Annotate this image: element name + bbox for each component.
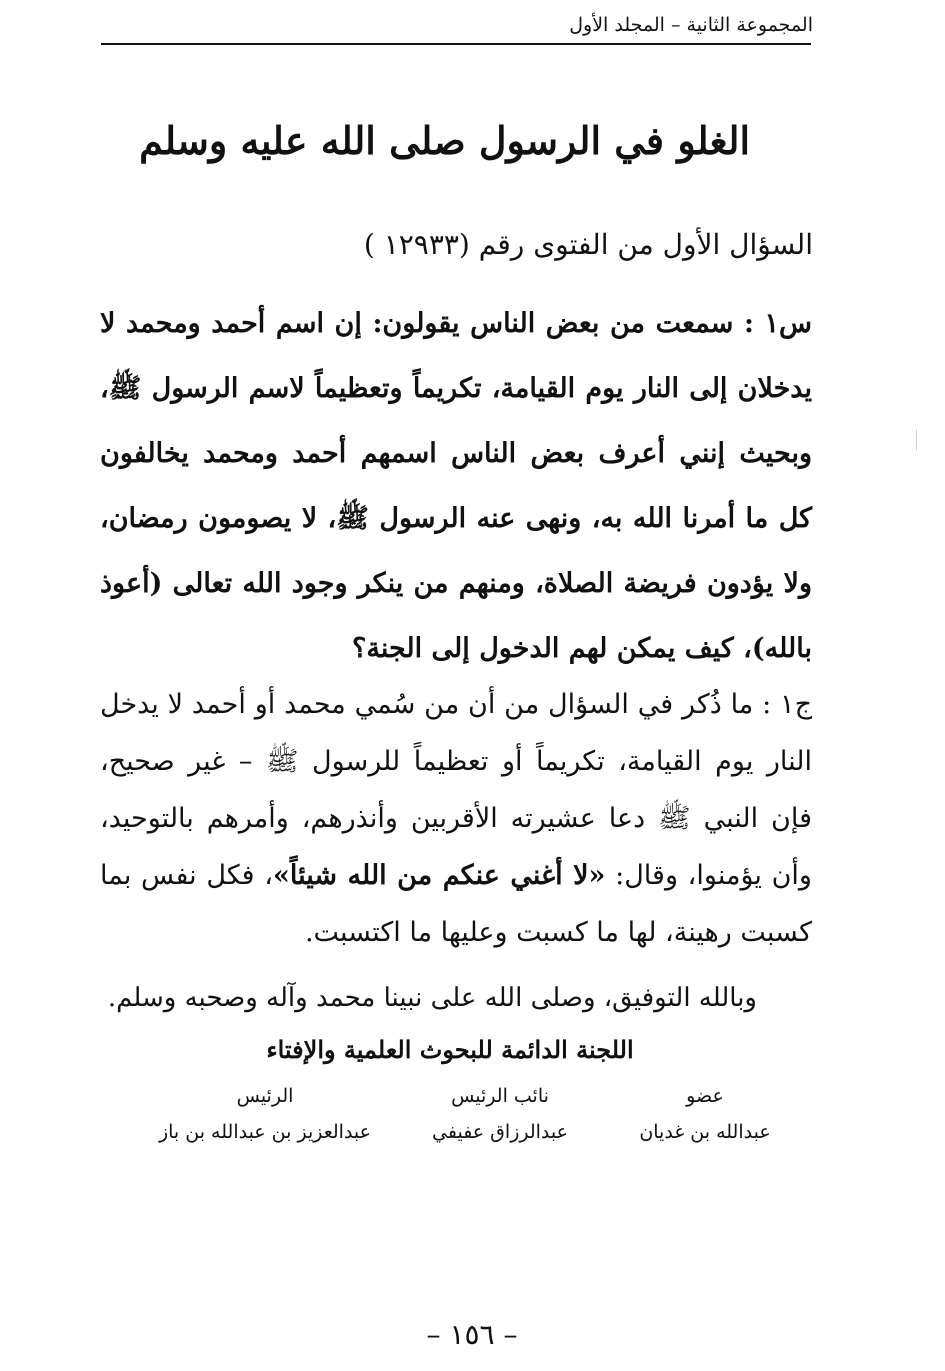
closing-line: وبالله التوفيق، وصلى الله على نبينا محمد وآله وصحبه وسلم. <box>107 983 757 1013</box>
running-header: المجموعة الثانية – المجلد الأول <box>569 14 813 36</box>
question-text: س١ : سمعت من بعض الناس يقولون: إن اسم أحمد ومحمد لا يدخلان إلى النار يوم القيامة، تكريماً وتعظيماً لاسم الرسول ﷺ، وبحيث إنني أعرف بعض الناس اسمهم أحمد ومحمد يخالفون كل ما أمرنا الله به، ونهى عنه الرسول ﷺ، لا يصومون رمضان، ولا يؤدون فريضة الصلاة، ومنهم من ينكر وجود الله تعالى (أعوذ بالله)، كيف يمكن لهم الدخول إلى الجنة؟ <box>100 308 812 664</box>
signature-deputy <box>400 1085 600 1143</box>
signature-name: عبدالله بن غديان <box>639 1121 771 1143</box>
margin-mark <box>916 430 917 450</box>
signature-name: عبدالعزيز بن عبدالله بن باز <box>158 1121 372 1143</box>
committee-name: اللجنة الدائمة للبحوث العلمية والإفتاء <box>266 1035 634 1064</box>
signature-role: نائب الرئيس <box>451 1085 549 1107</box>
header-rule <box>101 43 811 45</box>
signature-role: عضو <box>686 1085 724 1107</box>
page-number: – ١٥٦ – <box>426 1318 518 1351</box>
page-title: الغلو في الرسول صلى الله عليه وسلم <box>139 118 750 163</box>
signature-chair <box>150 1085 380 1143</box>
hadith-quote: «لا أغني عنكم من الله شيئاً» <box>273 860 606 891</box>
answer-part-1: ج١ : ما ذُكر في السؤال من أن من سُمي محمد أو أحمد لا يدخل النار يوم القيامة، تكريماً أو تعظيماً للرسول ﷺ – غير صحيح، فإن النبي ﷺ دعا عشيرته الأقربين وأنذرهم، وأمرهم بالتوحيد، وأن يؤمنوا، وقال: <box>100 689 812 891</box>
signature-name: عبدالرزاق عفيفي <box>432 1121 568 1143</box>
signature-role: الرئيس <box>236 1085 294 1107</box>
signature-member <box>620 1085 790 1143</box>
answer-part-2: ، فكل نفس بما كسبت رهينة، لها ما كسبت وعليها ما اكتسبت. <box>100 860 812 948</box>
answer-text <box>100 676 812 961</box>
fatwa-reference: السؤال الأول من الفتوى رقم (١٢٩٣٣ ) <box>363 228 813 261</box>
